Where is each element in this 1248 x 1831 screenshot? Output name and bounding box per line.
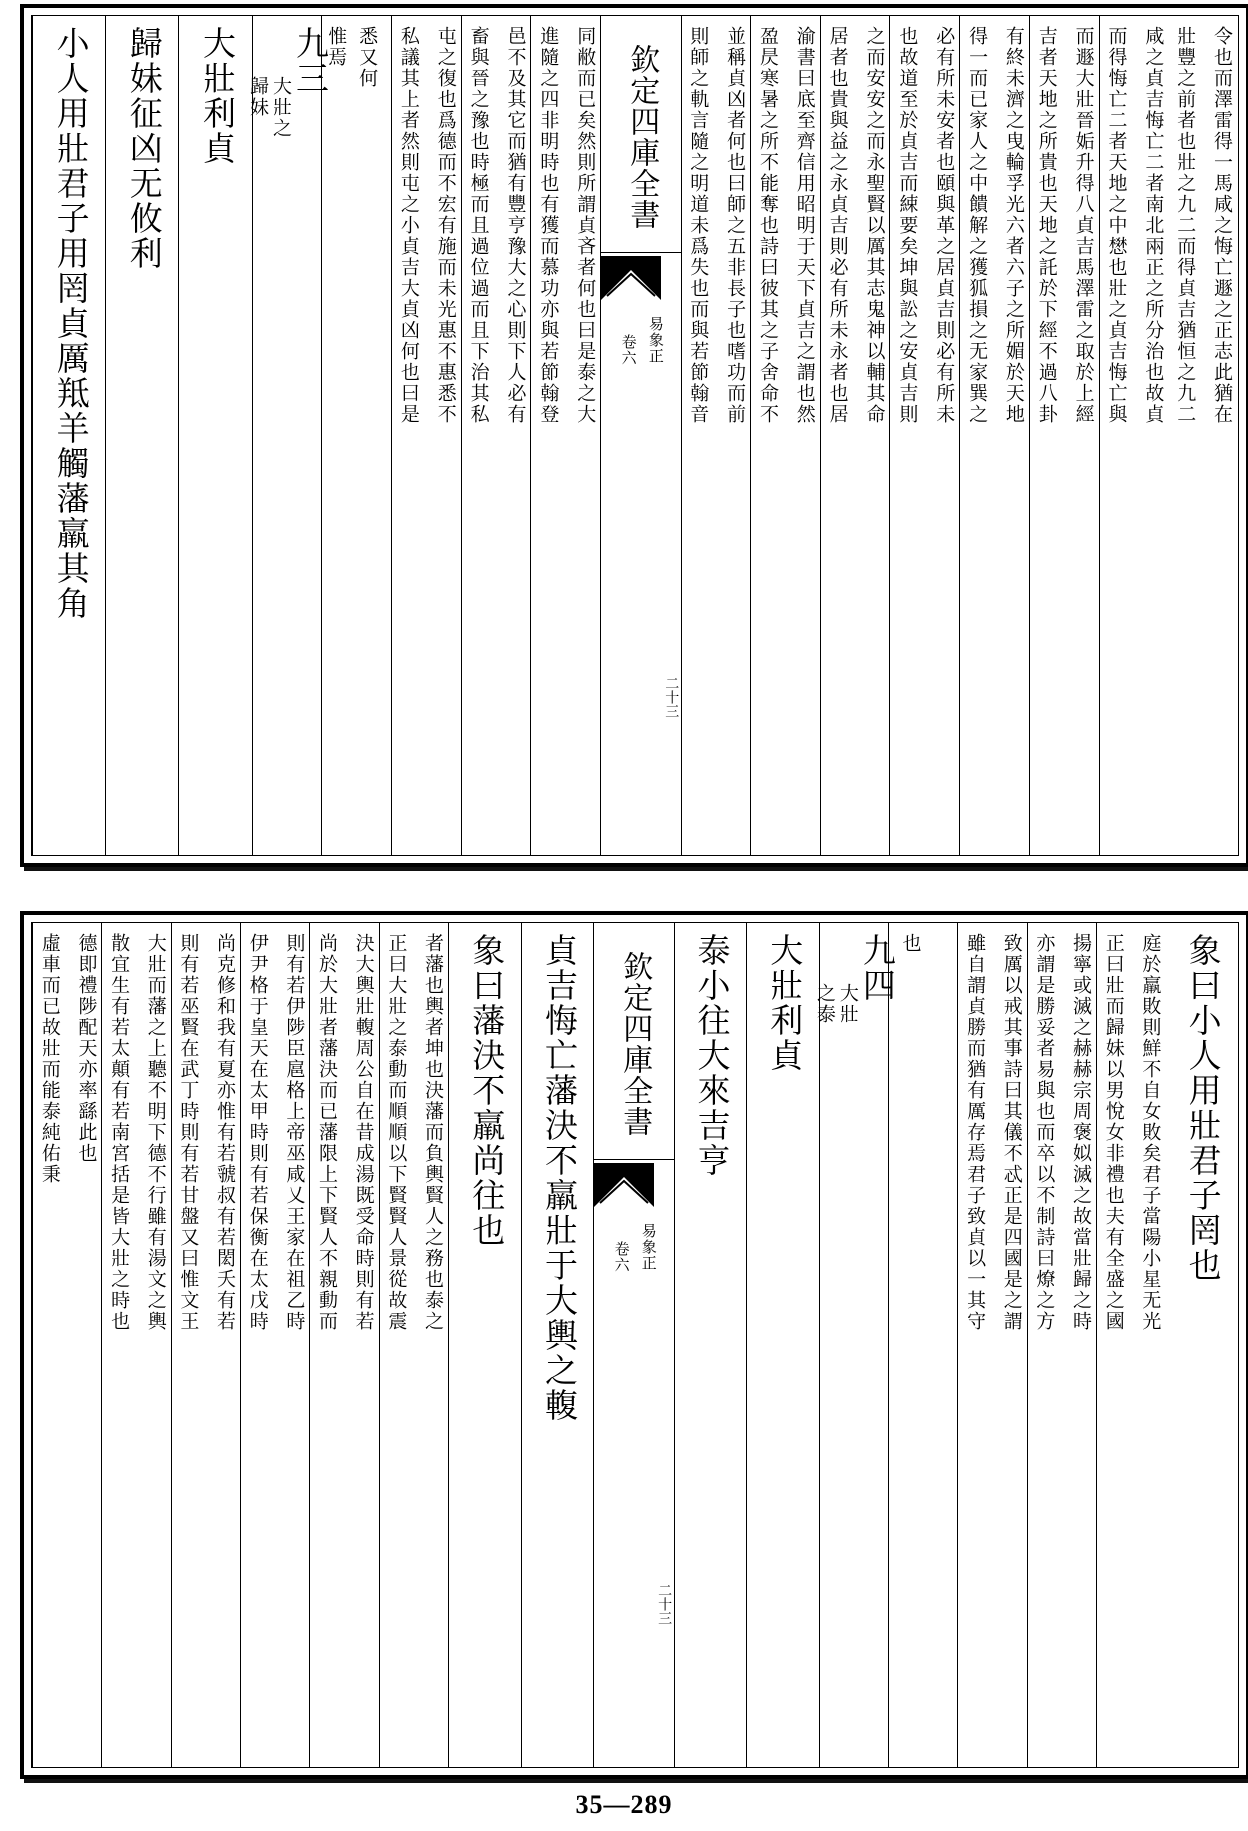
commentary-line: 而得悔亡二者天地之中𢡟也壯之貞吉悔亡與 bbox=[1105, 26, 1128, 425]
commentary-line: 正曰壯而歸妹以男悅女非禮也夫有全盛之國 bbox=[1102, 933, 1125, 1332]
commentary-line: 也 bbox=[899, 933, 922, 954]
text-column bbox=[957, 923, 1027, 1767]
hexagram-change-note: 之泰 bbox=[813, 983, 836, 1025]
commentary-line: 德即禮陟配天亦率繇此也 bbox=[75, 933, 98, 1164]
commentary-line: 致厲以戒其事詩曰其儀不忒正是四國是之謂 bbox=[1000, 933, 1023, 1332]
main-text-line: 貞吉悔亡藩決不羸壯于大輿之輹 bbox=[540, 933, 580, 1423]
commentary-line: 大壯而藩之上聽不明下德不行雖有湯文之輿 bbox=[144, 933, 167, 1332]
page-panel-bottom bbox=[20, 911, 1248, 1779]
text-column bbox=[1096, 923, 1166, 1767]
commentary-line: 雖自謂貞勝而猶有厲存焉君子致貞以一其守 bbox=[964, 933, 987, 1332]
main-text-line: 小人用壯君子用罔貞厲羝羊觸藩羸其角 bbox=[51, 26, 91, 621]
text-column bbox=[746, 923, 820, 1767]
page-panel-top bbox=[20, 4, 1248, 867]
text-column bbox=[750, 16, 821, 855]
commentary-line: 決大輿壯輹周公自在昔成湯既受命時則有若 bbox=[352, 933, 375, 1332]
commentary-line: 渝書曰底至齊信用昭明于天下貞吉之謂也然 bbox=[793, 26, 816, 425]
fish-tail-mark-icon bbox=[601, 256, 661, 300]
commentary-line: 並稱貞凶者何也曰師之五非長子也嗜功而前 bbox=[724, 26, 747, 425]
text-column bbox=[888, 923, 958, 1767]
commentary-line: 亦謂是勝妥者易與也而卒以不制詩曰燎之方 bbox=[1033, 933, 1056, 1332]
text-frame-top bbox=[31, 15, 1239, 856]
commentary-line: 咸之貞吉悔亡二者南北兩正之所分治也故貞 bbox=[1142, 26, 1165, 425]
fish-tail-mark-icon bbox=[594, 1163, 654, 1207]
commentary-line: 尚克修和我有夏亦惟有若虢叔有若閎夭有若 bbox=[214, 933, 237, 1332]
text-column bbox=[101, 923, 171, 1767]
main-text-line: 泰小往大來吉亨 bbox=[692, 933, 732, 1178]
hexagram-change-note: 大壯 bbox=[836, 983, 859, 1025]
commentary-line: 尚於大壯者藩決而已藩限上下賢人不親動而 bbox=[316, 933, 339, 1332]
text-frame-bottom bbox=[31, 922, 1239, 1768]
main-text-line: 象曰藩決不羸尚往也 bbox=[467, 933, 507, 1248]
commentary-line: 也故道至於貞吉而綀要矣坤與訟之安貞吉則 bbox=[896, 26, 919, 425]
collection-title: 欽定四庫全書 bbox=[601, 22, 681, 253]
text-column bbox=[379, 923, 449, 1767]
collection-title: 欽定四庫全書 bbox=[594, 929, 674, 1160]
commentary-line: 正曰大壯之泰動而順順以下賢賢人景從故震 bbox=[385, 933, 408, 1332]
commentary-line: 散宜生有若太顛有若南宮括是皆大壯之時也 bbox=[108, 933, 131, 1332]
commentary-line: 吉者天地之所貴也天地之託於下經不過八卦 bbox=[1035, 26, 1058, 425]
hexagram-change-note: 歸妹 bbox=[246, 76, 269, 118]
text-column bbox=[448, 923, 522, 1767]
hexagram-change-note: 大壯之 bbox=[269, 76, 292, 139]
text-column bbox=[178, 16, 252, 855]
main-text-line: 大壯利貞 bbox=[765, 933, 805, 1073]
center-margin-column bbox=[593, 923, 675, 1767]
text-column bbox=[530, 16, 601, 855]
text-column bbox=[171, 923, 241, 1767]
text-column bbox=[959, 16, 1030, 855]
commentary-line: 得一而已家人之中饋解之獲狐損之无家巽之 bbox=[966, 26, 989, 425]
text-column bbox=[321, 16, 392, 855]
commentary-line: 伊尹格于皇天在太甲時則有若保衡在太戊時 bbox=[246, 933, 269, 1332]
text-column bbox=[813, 923, 897, 1767]
commentary-line: 揚寧或滅之赫赫宗周褒姒滅之故當壯歸之時 bbox=[1070, 933, 1093, 1332]
commentary-line: 壯豐之前者也壯之九二而得貞吉猶恒之九二 bbox=[1174, 26, 1197, 425]
text-column bbox=[391, 16, 462, 855]
commentary-line: 必有所未安者也頤與革之居貞吉則必有所未 bbox=[933, 26, 956, 425]
text-column bbox=[820, 16, 891, 855]
text-column bbox=[1027, 923, 1097, 1767]
text-column bbox=[32, 923, 102, 1767]
text-column bbox=[521, 923, 595, 1767]
commentary-line: 則有若巫賢在武丁時則有若甘盤又曰惟文王 bbox=[177, 933, 200, 1332]
commentary-line: 有終未濟之曳輪孚光六者六子之所媚於天地 bbox=[1002, 26, 1025, 425]
commentary-line: 屯之復也爲德而不宏有施而未光惠不惠悉不 bbox=[434, 26, 457, 425]
text-column bbox=[1029, 16, 1100, 855]
book-title-small: 易象正 bbox=[639, 1223, 658, 1271]
text-column bbox=[309, 923, 379, 1767]
commentary-line: 進隨之四非明時也有獲而慕功亦與若節翰登 bbox=[537, 26, 560, 425]
folio-number: 二十三 bbox=[656, 1583, 673, 1625]
center-margin-column bbox=[600, 16, 682, 855]
commentary-line: 邑不及其它而猶有豐亨豫大之心則下人必有 bbox=[504, 26, 527, 425]
commentary-line: 畜與晉之豫也時極而且過位過而且下治其私 bbox=[467, 26, 490, 425]
commentary-line: 同敝而已矣然則所謂貞吝者何也曰是泰之大 bbox=[574, 26, 597, 425]
text-column bbox=[673, 923, 747, 1767]
commentary-line: 而遯大壯晉姤升得八貞吉馬澤雷之取於上經 bbox=[1072, 26, 1095, 425]
text-column bbox=[32, 16, 106, 855]
commentary-line: 之而安安之而永聖賢以厲其志鬼神以輔其命 bbox=[863, 26, 886, 425]
line-label: 九四 bbox=[857, 933, 897, 1003]
main-text-line: 象曰小人用壯君子罔也 bbox=[1183, 933, 1223, 1283]
text-column bbox=[1168, 16, 1238, 855]
text-column bbox=[105, 16, 179, 855]
folio-number: 二十三 bbox=[663, 676, 680, 718]
commentary-line: 悉又何 bbox=[356, 26, 379, 89]
main-text-line: 大壯利貞 bbox=[197, 26, 237, 166]
main-text-line: 歸妹征凶无攸利 bbox=[124, 26, 164, 271]
page-number: 35—289 bbox=[575, 1790, 673, 1819]
text-column bbox=[680, 16, 751, 855]
text-column bbox=[889, 16, 960, 855]
commentary-line: 令也而澤雷得一馬咸之悔亡遯之正志此猶在 bbox=[1211, 26, 1234, 425]
commentary-line: 者藩也輿者坤也決藩而負輿賢人之務也泰之 bbox=[421, 933, 444, 1332]
text-column bbox=[240, 923, 310, 1767]
text-column bbox=[246, 16, 330, 855]
commentary-line: 則有若伊陟臣扈格上帝巫咸乂王家在祖乙時 bbox=[283, 933, 306, 1332]
text-column bbox=[1099, 16, 1170, 855]
commentary-line: 虛車而已故壯而能泰純佑秉 bbox=[38, 933, 61, 1185]
text-column bbox=[461, 16, 532, 855]
book-title-small: 易象正 bbox=[646, 316, 665, 364]
commentary-line: 私議其上者然則屯之小貞吉大貞凶何也曰是 bbox=[397, 26, 420, 425]
commentary-line: 則師之軌言隨之明道未爲失也而與若節翰音 bbox=[687, 26, 710, 425]
commentary-line: 庭於羸敗則鮮不自女敗矣君子當陽小星无光 bbox=[1139, 933, 1162, 1332]
commentary-line: 居者也貴與益之永貞吉則必有所未永者也居 bbox=[826, 26, 849, 425]
commentary-line: 盈昃寒暑之所不能奪也詩曰彼其之子舍命不 bbox=[756, 26, 779, 425]
line-label: 九三 bbox=[290, 26, 330, 96]
volume-number: 卷六 bbox=[612, 1241, 631, 1273]
text-column bbox=[1165, 923, 1238, 1767]
commentary-line: 惟焉 bbox=[325, 26, 348, 68]
volume-number: 卷六 bbox=[619, 334, 638, 366]
